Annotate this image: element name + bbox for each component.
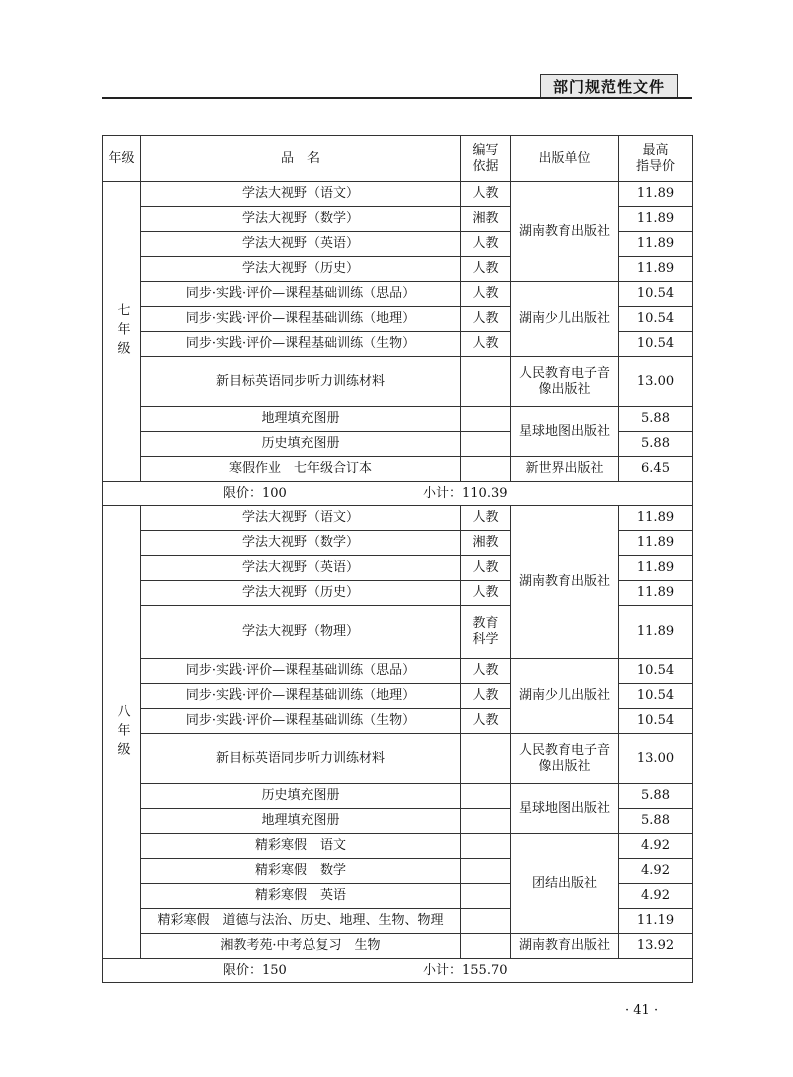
item-name: 湘教考苑·中考总复习 生物 bbox=[141, 934, 461, 959]
item-price: 11.89 bbox=[619, 531, 693, 556]
item-basis bbox=[461, 859, 511, 884]
item-price: 5.88 bbox=[619, 432, 693, 457]
item-name: 精彩寒假 数学 bbox=[141, 859, 461, 884]
item-price: 13.92 bbox=[619, 934, 693, 959]
col-publisher: 出版单位 bbox=[511, 136, 619, 182]
item-name: 学法大视野（历史） bbox=[141, 581, 461, 606]
item-price: 11.89 bbox=[619, 556, 693, 581]
item-name: 新目标英语同步听力训练材料 bbox=[141, 734, 461, 784]
header-rule bbox=[102, 97, 692, 99]
item-price: 13.00 bbox=[619, 734, 693, 784]
item-price: 4.92 bbox=[619, 859, 693, 884]
item-name: 同步·实践·评价—课程基础训练（生物） bbox=[141, 709, 461, 734]
item-name: 学法大视野（物理） bbox=[141, 606, 461, 659]
grade-label: 八年级 bbox=[103, 506, 141, 959]
item-price: 11.89 bbox=[619, 581, 693, 606]
item-basis bbox=[461, 734, 511, 784]
item-price: 13.00 bbox=[619, 357, 693, 407]
item-publisher: 人民教育电子音像出版社 bbox=[511, 357, 619, 407]
limit-text: 限价：100 bbox=[223, 485, 287, 501]
item-publisher: 星球地图出版社 bbox=[511, 407, 619, 457]
subtotal-row bbox=[103, 482, 693, 506]
subtotal-row bbox=[103, 959, 693, 983]
item-publisher: 团结出版社 bbox=[511, 834, 619, 934]
item-name: 同步·实践·评价—课程基础训练（地理） bbox=[141, 307, 461, 332]
item-name: 学法大视野（英语） bbox=[141, 232, 461, 257]
item-price: 10.54 bbox=[619, 709, 693, 734]
item-name: 学法大视野（语文） bbox=[141, 506, 461, 531]
item-name: 寒假作业 七年级合订本 bbox=[141, 457, 461, 482]
item-price: 11.89 bbox=[619, 207, 693, 232]
item-basis: 人教 bbox=[461, 232, 511, 257]
item-basis bbox=[461, 457, 511, 482]
item-name: 学法大视野（数学） bbox=[141, 207, 461, 232]
item-price: 5.88 bbox=[619, 407, 693, 432]
price-table bbox=[102, 135, 693, 983]
item-name: 精彩寒假 英语 bbox=[141, 884, 461, 909]
item-basis bbox=[461, 432, 511, 457]
table-row bbox=[103, 834, 693, 859]
item-name: 地理填充图册 bbox=[141, 809, 461, 834]
item-price: 5.88 bbox=[619, 809, 693, 834]
grade-label: 七年级 bbox=[103, 182, 141, 482]
item-price: 10.54 bbox=[619, 307, 693, 332]
table-row bbox=[103, 734, 693, 784]
item-name: 地理填充图册 bbox=[141, 407, 461, 432]
item-name: 学法大视野（历史） bbox=[141, 257, 461, 282]
item-basis bbox=[461, 934, 511, 959]
item-basis: 人教 bbox=[461, 581, 511, 606]
table-row bbox=[103, 182, 693, 207]
item-price: 5.88 bbox=[619, 784, 693, 809]
item-name: 学法大视野（数学） bbox=[141, 531, 461, 556]
table-row bbox=[103, 357, 693, 407]
item-name: 同步·实践·评价—课程基础训练（地理） bbox=[141, 684, 461, 709]
item-publisher: 湖南教育出版社 bbox=[511, 182, 619, 282]
item-price: 11.89 bbox=[619, 182, 693, 207]
limit-text: 限价：150 bbox=[223, 962, 287, 978]
section-tag: 部门规范性文件 bbox=[540, 74, 678, 98]
item-publisher: 星球地图出版社 bbox=[511, 784, 619, 834]
table-row bbox=[103, 407, 693, 432]
item-publisher: 湖南少儿出版社 bbox=[511, 659, 619, 734]
item-price: 10.54 bbox=[619, 282, 693, 307]
item-name: 历史填充图册 bbox=[141, 784, 461, 809]
item-price: 10.54 bbox=[619, 659, 693, 684]
item-publisher: 湖南教育出版社 bbox=[511, 934, 619, 959]
item-publisher: 新世界出版社 bbox=[511, 457, 619, 482]
item-name: 同步·实践·评价—课程基础训练（思品） bbox=[141, 659, 461, 684]
table-row bbox=[103, 506, 693, 531]
item-basis bbox=[461, 809, 511, 834]
item-basis: 人教 bbox=[461, 182, 511, 207]
table-row bbox=[103, 934, 693, 959]
item-name: 同步·实践·评价—课程基础训练（生物） bbox=[141, 332, 461, 357]
item-price: 10.54 bbox=[619, 332, 693, 357]
subtotal-text: 小计：110.39 bbox=[423, 485, 508, 501]
table-row bbox=[103, 282, 693, 307]
item-name: 学法大视野（语文） bbox=[141, 182, 461, 207]
item-price: 4.92 bbox=[619, 884, 693, 909]
table-row bbox=[103, 659, 693, 684]
item-basis: 人教 bbox=[461, 307, 511, 332]
item-basis bbox=[461, 357, 511, 407]
header-row bbox=[103, 136, 693, 182]
item-publisher: 湖南教育出版社 bbox=[511, 506, 619, 659]
item-basis: 教育科学 bbox=[461, 606, 511, 659]
item-price: 11.89 bbox=[619, 257, 693, 282]
item-basis: 人教 bbox=[461, 332, 511, 357]
table-row bbox=[103, 457, 693, 482]
item-basis bbox=[461, 834, 511, 859]
item-publisher: 人民教育电子音像出版社 bbox=[511, 734, 619, 784]
item-name: 精彩寒假 语文 bbox=[141, 834, 461, 859]
col-name: 品 名 bbox=[141, 136, 461, 182]
item-price: 11.89 bbox=[619, 606, 693, 659]
item-price: 11.89 bbox=[619, 506, 693, 531]
subtotal-text: 小计：155.70 bbox=[423, 962, 508, 978]
item-price: 4.92 bbox=[619, 834, 693, 859]
item-price: 10.54 bbox=[619, 684, 693, 709]
item-basis: 人教 bbox=[461, 659, 511, 684]
col-grade: 年级 bbox=[103, 136, 141, 182]
item-basis: 湘教 bbox=[461, 207, 511, 232]
item-name: 同步·实践·评价—课程基础训练（思品） bbox=[141, 282, 461, 307]
item-price: 11.89 bbox=[619, 232, 693, 257]
table-row bbox=[103, 784, 693, 809]
col-price: 最高 指导价 bbox=[619, 136, 693, 182]
item-name: 新目标英语同步听力训练材料 bbox=[141, 357, 461, 407]
item-basis bbox=[461, 407, 511, 432]
item-basis: 人教 bbox=[461, 709, 511, 734]
item-basis: 人教 bbox=[461, 684, 511, 709]
page-number: · 41 · bbox=[625, 1003, 659, 1018]
item-name: 精彩寒假 道德与法治、历史、地理、生物、物理 bbox=[141, 909, 461, 934]
col-basis: 编写 依据 bbox=[461, 136, 511, 182]
item-basis bbox=[461, 784, 511, 809]
item-price: 11.19 bbox=[619, 909, 693, 934]
item-basis bbox=[461, 884, 511, 909]
item-basis bbox=[461, 909, 511, 934]
item-basis: 人教 bbox=[461, 556, 511, 581]
item-name: 学法大视野（英语） bbox=[141, 556, 461, 581]
item-basis: 人教 bbox=[461, 282, 511, 307]
item-basis: 人教 bbox=[461, 257, 511, 282]
item-price: 6.45 bbox=[619, 457, 693, 482]
item-basis: 人教 bbox=[461, 506, 511, 531]
item-publisher: 湖南少儿出版社 bbox=[511, 282, 619, 357]
item-basis: 湘教 bbox=[461, 531, 511, 556]
item-name: 历史填充图册 bbox=[141, 432, 461, 457]
